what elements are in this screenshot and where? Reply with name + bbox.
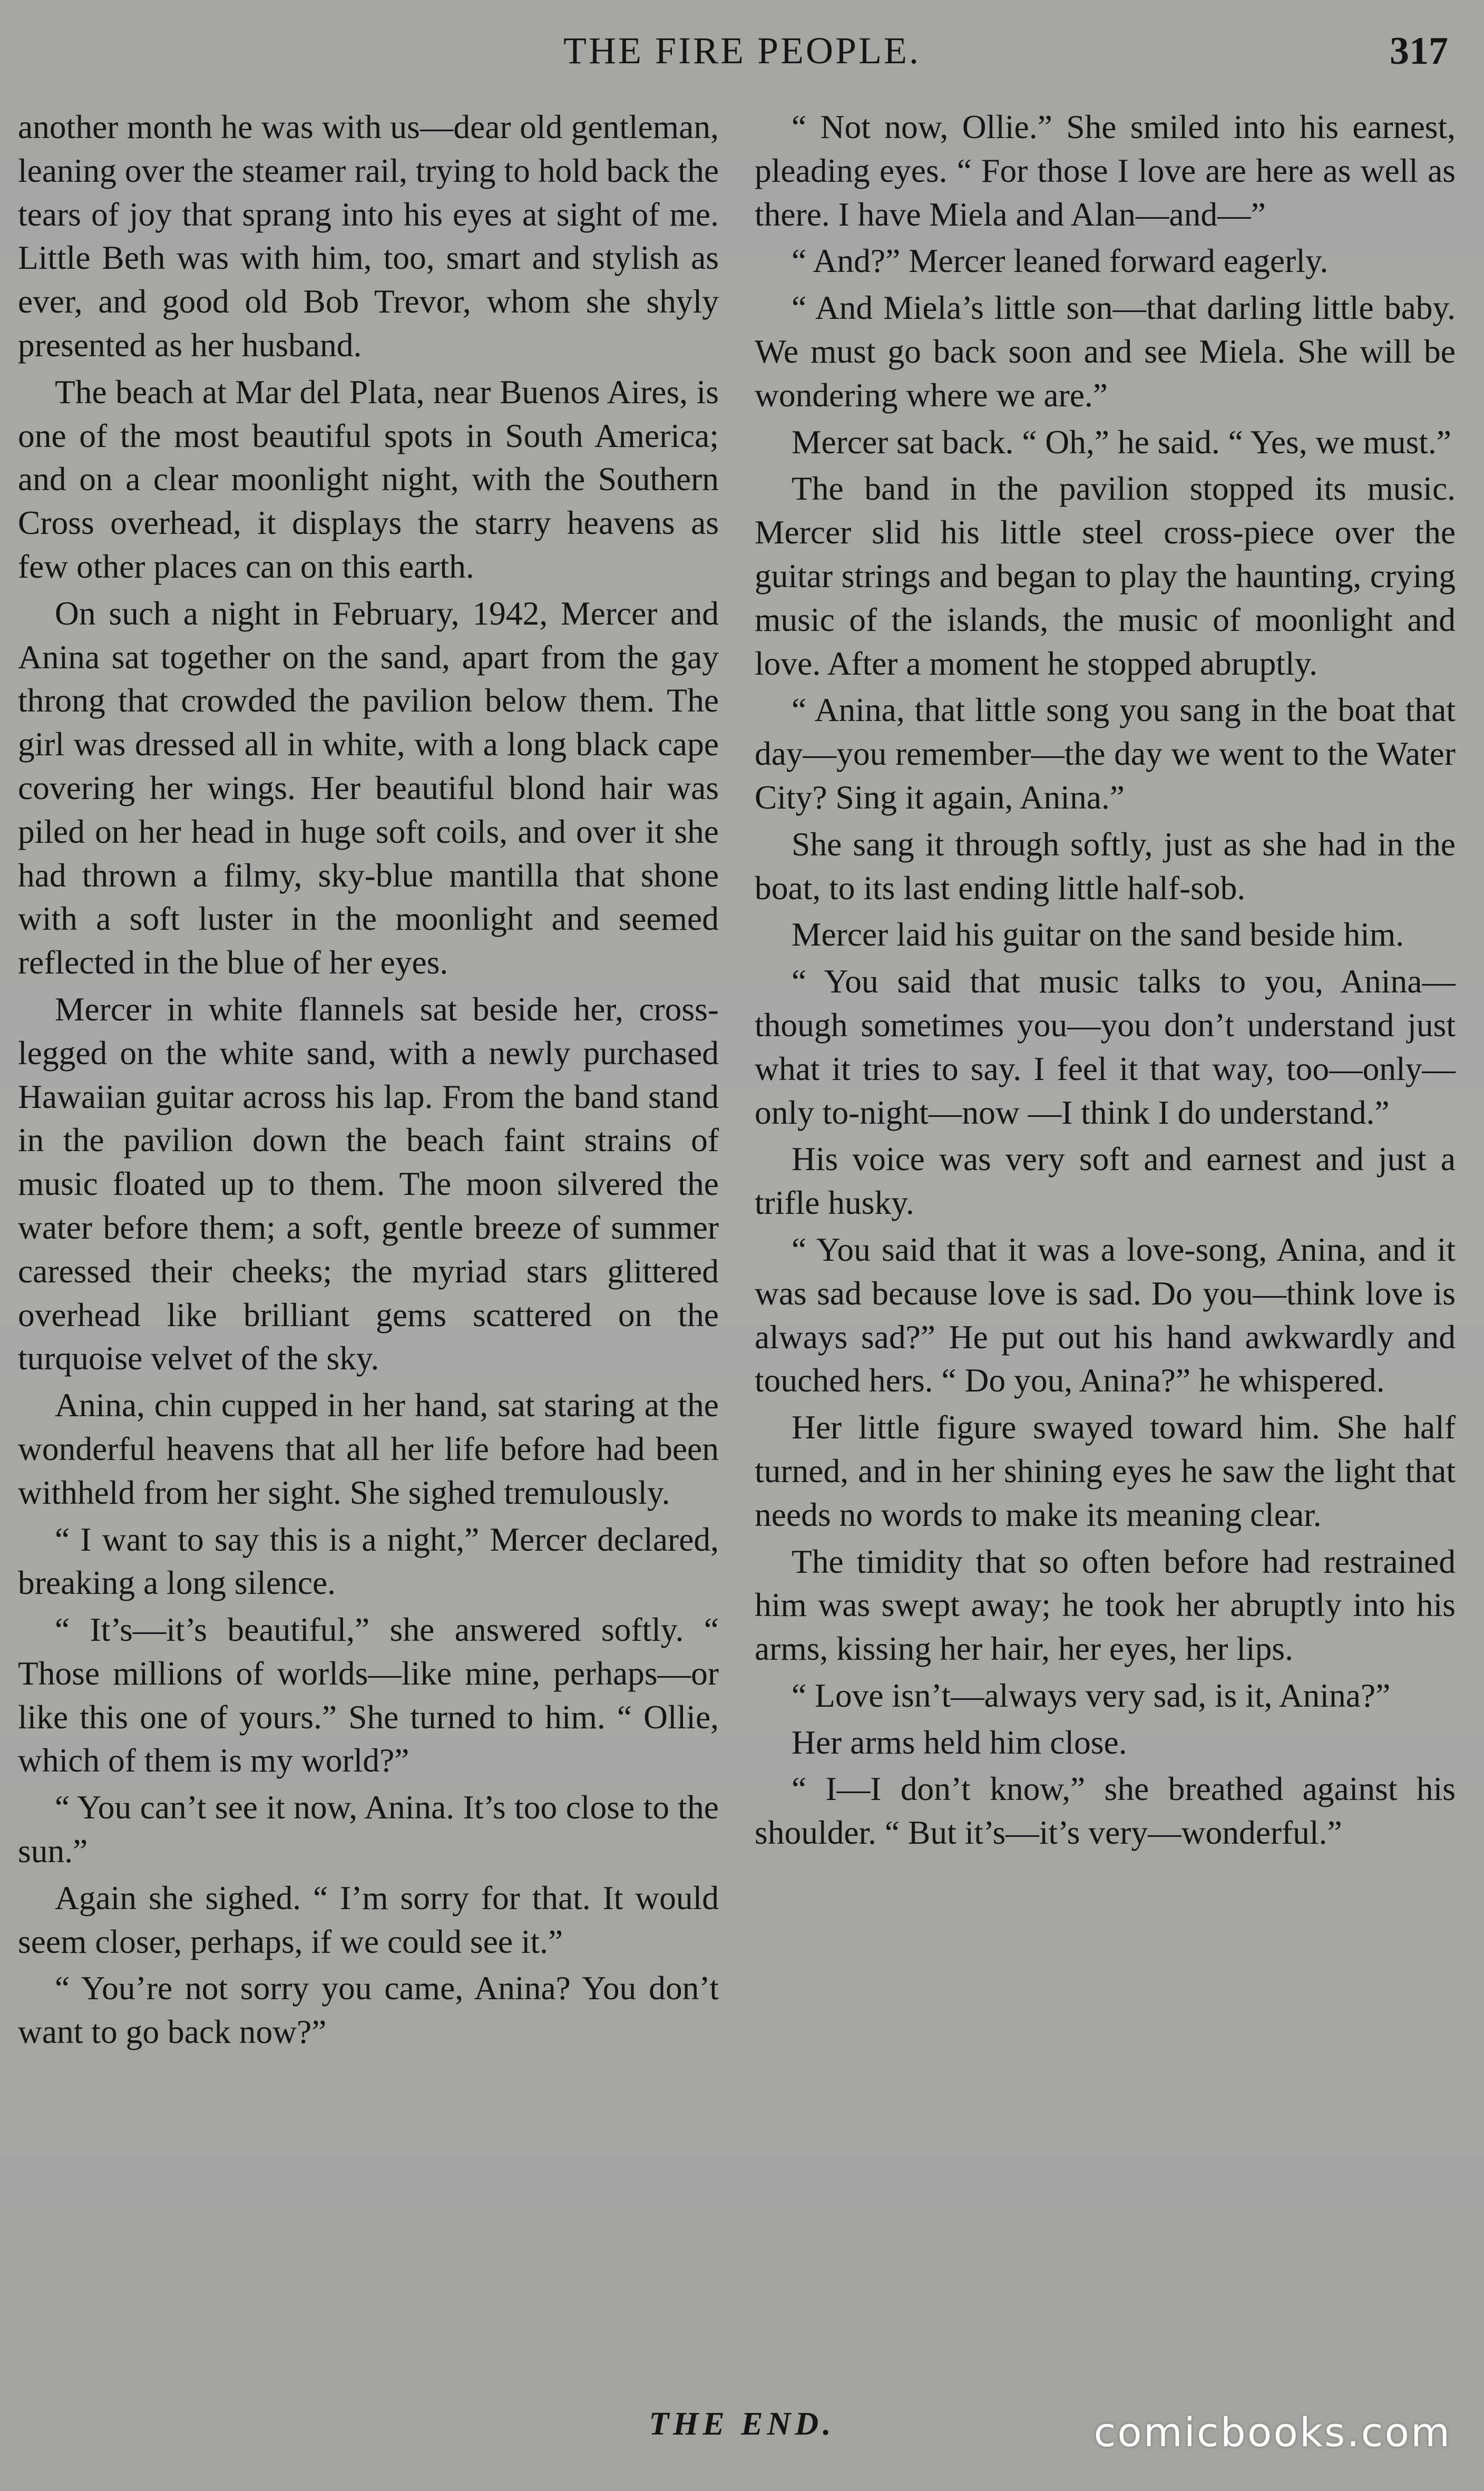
paragraph: Again she sighed. “ I’m sorry for that. It would seem closer, perhaps, if we could see it.” xyxy=(18,1879,719,1960)
paragraph: “ Love isn’t—always very sad, is it, Anina?” xyxy=(792,1676,1391,1714)
watermark: comicbooks.com xyxy=(1094,2409,1451,2456)
paragraph: On such a night in February, 1942, Mercer and Anina sat together on the sand, apart from the gay throng that crowded the pavilion below them. The girl was dressed all in white, with a long black cape covering her wings. Her beautiful blond hair was piled on her head in huge soft coils, and over it she had thrown a filmy, sky-blue mantilla that shone with a soft luster in the moonlight and seemed reflected in the blue of her eyes. xyxy=(18,594,719,981)
paragraph: “ And?” Mercer leaned forward eagerly. xyxy=(792,242,1329,280)
paragraph: The timidity that so often before had restrained him was swept away; he took her abruptly into his arms, kissing her hair, her eyes, her lips. xyxy=(755,1542,1456,1668)
paragraph: His voice was very soft and earnest and just a trifle husky. xyxy=(755,1140,1456,1222)
paragraph: “ You said that it was a love-song, Anina, and it was sad because love is sad. Do you—think love is always sad?” He put out his hand awkwardly and touched hers. “ Do you, Anina?” he whispered. xyxy=(755,1230,1456,1399)
paragraph: “ Not now, Ollie.” She smiled into his earnest, pleading eyes. “ For those I love are here as well as there. I have Miela and Alan—and—” xyxy=(755,108,1456,233)
paragraph: Mercer in white flannels sat beside her, cross-legged on the white sand, with a newly purchased Hawaiian guitar across his lap. From the band stand in the pavilion down the beach faint strains of music floated up to them. The moon silvered the water before them; a soft, gentle breeze of summer caressed their cheeks; the myriad stars glittered overhead like brilliant gems scattered on the turquoise velvet of the sky. xyxy=(18,990,719,1377)
paragraph: “ You’re not sorry you came, Anina? You don’t want to go back now?” xyxy=(18,1969,719,2051)
paragraph: “ You said that music talks to you, Anina—though sometimes you—you don’t understand just what it tries to say. I feel it that way, too—only—only to-night—now —I think I do understand.” xyxy=(755,962,1456,1131)
left-column xyxy=(18,105,719,2054)
paragraph: “ And Miela’s little son—that darling little baby. We must go back soon and see Miela. She will be wondering where we are.” xyxy=(755,289,1456,414)
page-number: 317 xyxy=(1390,30,1448,73)
paragraph: “ It’s—it’s beautiful,” she answered softly. “ Those millions of worlds—like mine, perhaps—or like this one of yours.” She turned to him. “ Ollie, which of them is my world?” xyxy=(18,1611,719,1779)
paragraph: Her arms held him close. xyxy=(792,1723,1127,1761)
the-end-label: THE END. xyxy=(649,2406,835,2442)
page-header xyxy=(0,29,1484,82)
paragraph: She sang it through softly, just as she had in the boat, to its last ending little half-sob. xyxy=(755,825,1456,907)
paragraph: Mercer laid his guitar on the sand beside him. xyxy=(792,916,1404,953)
paragraph: Mercer sat back. “ Oh,” he said. “ Yes, we must.” xyxy=(792,423,1451,461)
running-title: THE FIRE PEOPLE. xyxy=(563,30,921,72)
paragraph: The band in the pavilion stopped its music. Mercer slid his little steel cross-piece over the guitar strings and began to play the haunting, crying music of the islands, the music of moonlight and love. After a moment he stopped abruptly. xyxy=(755,470,1456,682)
paragraph: “ I want to say this is a night,” Mercer declared, breaking a long silence. xyxy=(18,1520,719,1602)
paragraph: “ Anina, that little song you sang in the boat that day—you remember—the day we went to the Water City? Sing it again, Anina.” xyxy=(755,691,1456,816)
paragraph: Her little figure swayed toward him. She half turned, and in her shining eyes he saw the light that needs no words to make its meaning clear. xyxy=(755,1408,1456,1533)
paragraph: “ I—I don’t know,” she breathed against his shoulder. “ But it’s—it’s very—wonderful.” xyxy=(755,1770,1456,1852)
paragraph: another month he was with us—dear old gentleman, leaning over the steamer rail, trying to hold back the tears of joy that sprang into his eyes at sight of me. Little Beth was with him, too, smart and stylish as ever, and good old Bob Trevor, whom she shyly presented as her husband. xyxy=(18,108,719,364)
right-column xyxy=(755,105,1456,1855)
paragraph: The beach at Mar del Plata, near Buenos Aires, is one of the most beautiful spots in South America; and on a clear moonlight night, with the Southern Cross overhead, it displays the starry heavens as few other places can on this earth. xyxy=(18,373,719,585)
paragraph: Anina, chin cupped in her hand, sat staring at the wonderful heavens that all her life before had been withheld from her sight. She sighed tremulously. xyxy=(18,1386,719,1511)
paragraph: “ You can’t see it now, Anina. It’s too close to the sun.” xyxy=(18,1788,719,1870)
